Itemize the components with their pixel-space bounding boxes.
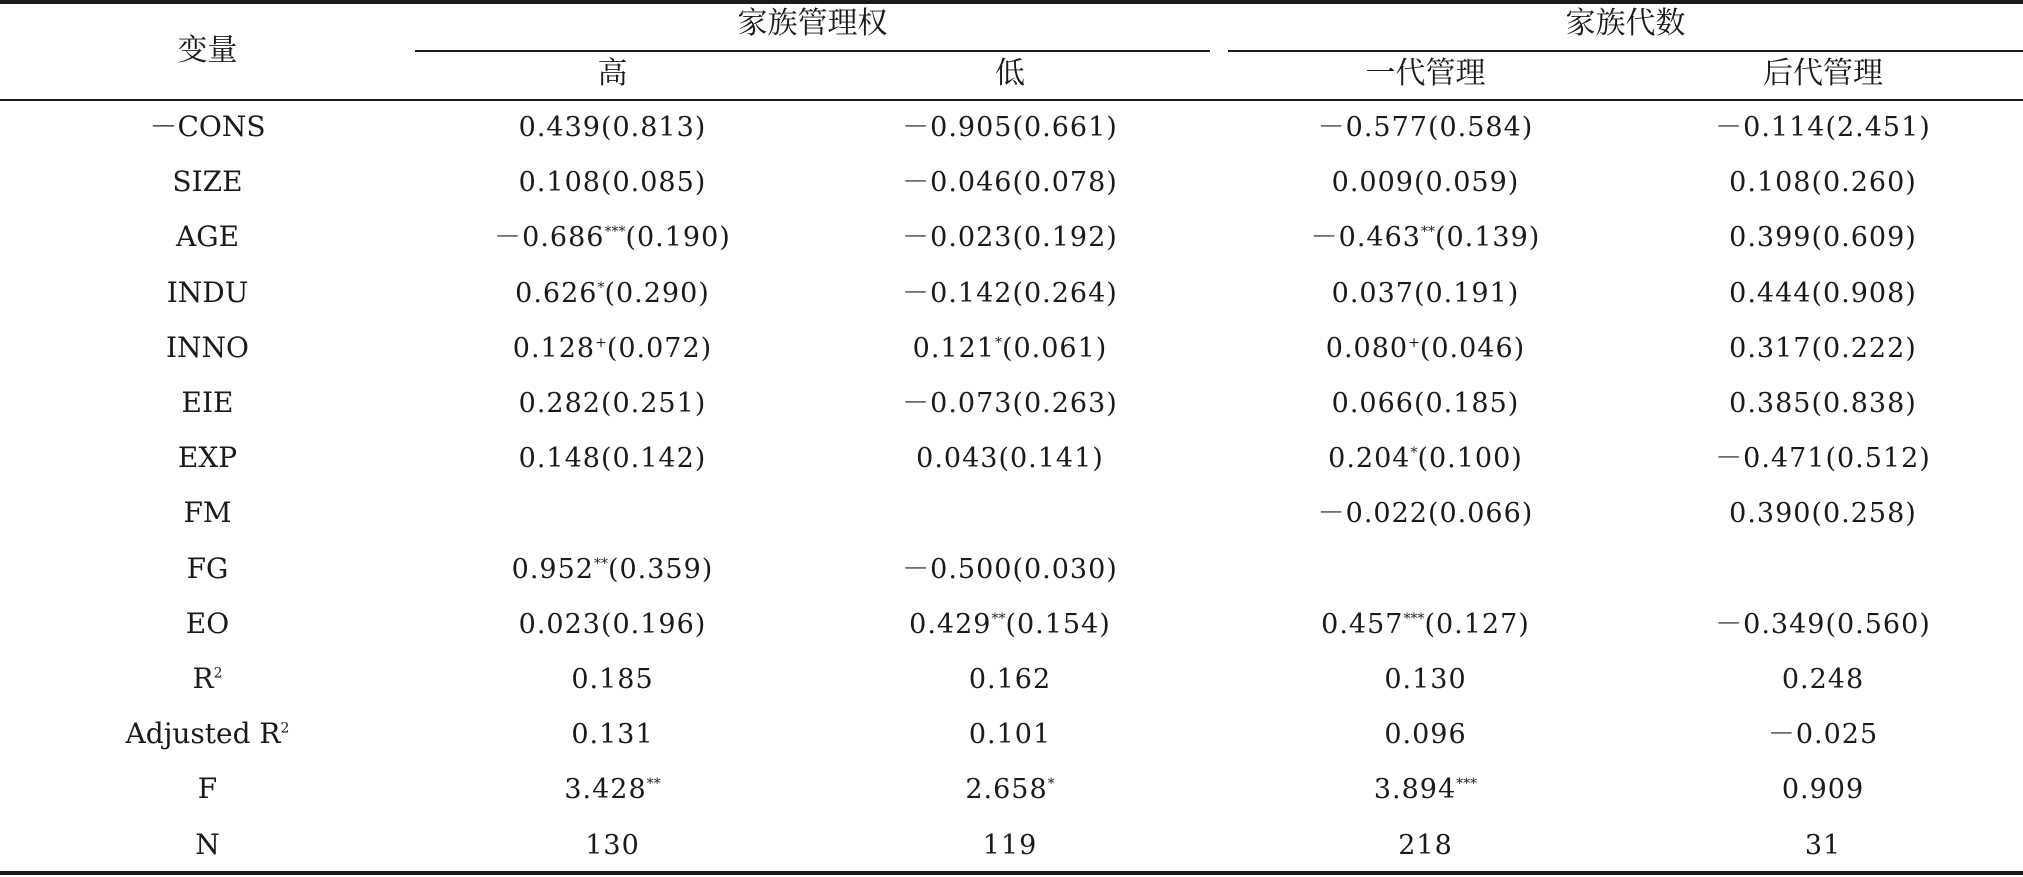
table-cell [415,169,810,196]
standard-error: (0.258) [1811,498,1917,529]
significance-mark: ** [1420,224,1435,240]
standard-error: (0.813) [600,112,707,143]
standard-error: (0.838) [1811,388,1917,419]
table-cell [1228,390,1623,417]
table-cell [415,776,810,803]
coefficient: 3.428 [564,774,647,805]
table-cell [1623,114,2023,141]
table-cell [415,556,810,583]
row-label-superscript: 2 [280,720,290,737]
significance-mark: *** [1403,611,1425,627]
table-cell [810,114,1210,141]
coefficient: 0.444 [1729,278,1812,309]
standard-error: (0.222) [1811,333,1917,364]
coefficient: 0.439 [518,112,601,143]
significance-mark: * [1410,445,1418,461]
coefficient: －0.577 [1317,112,1428,143]
coefficient: 0.162 [968,664,1052,695]
standard-error: (0.078) [1012,167,1118,198]
coefficient: －0.471 [1715,443,1826,474]
standard-error: (0.141) [998,443,1104,474]
standard-error: (0.142) [600,443,707,474]
row-label [0,496,415,529]
table-cell [415,445,810,472]
standard-error: (0.560) [1825,609,1931,640]
row-label-text: R [192,662,214,695]
coefficient: 0.023 [518,609,601,640]
standard-error: (0.359) [607,554,714,585]
table-cell [810,611,1210,638]
coefficient: －0.905 [902,112,1013,143]
table-cell [1623,224,2023,251]
row-label [0,110,415,143]
standard-error: (0.661) [1012,112,1118,143]
coefficient: 0.390 [1729,498,1812,529]
group-header-generation: 家族代数 [1565,6,1686,41]
bottom-rule [0,871,2023,875]
table-cell [1623,666,2023,693]
row-label-superscript: 2 [213,665,223,682]
header-rule [0,99,2023,101]
coefficient: 0.128 [512,333,596,364]
coefficient: 0.429 [909,609,992,640]
coefficient: －0.073 [902,388,1013,419]
significance-mark: *** [1456,776,1478,792]
table-cell [810,280,1210,307]
coefficient: 0.009 [1331,167,1414,198]
table-cell [1228,335,1623,362]
standard-error: (0.139) [1434,222,1541,253]
row-label [0,552,415,585]
standard-error: (0.192) [1012,222,1118,253]
table-cell [415,335,810,362]
significance-mark: * [597,280,605,296]
table-cell [810,224,1210,251]
significance-mark: * [1047,776,1055,792]
row-label [0,441,415,474]
standard-error: (0.251) [600,388,707,419]
row-label [0,717,415,750]
table-cell [1228,776,1623,803]
table-cell [1228,114,1623,141]
table-cell [1228,224,1623,251]
table-cell [810,832,1210,859]
group-rule-management [415,50,1210,52]
standard-error: (0.196) [600,609,707,640]
coefficient: －0.142 [902,278,1013,309]
significance-mark: + [1408,335,1420,351]
row-label-text: AGE [175,220,240,253]
table-cell [810,666,1210,693]
coefficient: 0.248 [1781,664,1865,695]
table-cell [1228,611,1623,638]
table-cell [1623,445,2023,472]
table-cell [1228,445,1623,472]
table-cell [1623,390,2023,417]
row-label [0,607,415,640]
table-cell [415,114,810,141]
table-cell [415,666,810,693]
standard-error: (0.260) [1811,167,1917,198]
row-label-text: EO [185,607,230,640]
row-label-text: F [197,772,218,805]
table-cell [1623,169,2023,196]
coefficient: 0.108 [518,167,601,198]
row-label-text: INNO [165,331,249,364]
coefficient: －0.114 [1715,112,1826,143]
row-label-text: FG [186,552,229,585]
table-cell [415,390,810,417]
variable-header: 变量 [177,33,238,68]
coefficient: 0.385 [1729,388,1812,419]
row-label [0,165,415,198]
standard-error: (0.609) [1811,222,1917,253]
coefficient: 0.185 [571,664,654,695]
table-cell [415,611,810,638]
table-cell [415,721,810,748]
standard-error: (2.451) [1825,112,1931,143]
table-cell [1228,169,1623,196]
coefficient: 0.131 [571,719,654,750]
table-cell [810,445,1210,472]
coefficient: －0.463 [1310,222,1421,253]
standard-error: (0.072) [606,333,713,364]
row-label [0,331,415,364]
coefficient: 0.952 [511,554,594,585]
standard-error: (0.085) [600,167,707,198]
standard-error: (0.290) [604,278,710,309]
coefficient: －0.046 [902,167,1013,198]
standard-error: (0.512) [1825,443,1931,474]
coefficient: 0.043 [916,443,999,474]
table-cell [415,832,810,859]
coefficient: 0.101 [968,719,1052,750]
group-rule-generation [1228,50,2023,52]
row-label [0,386,415,419]
standard-error: (0.061) [1001,333,1108,364]
row-label-text: INDU [166,276,249,309]
significance-mark: ** [593,556,608,572]
significance-mark: * [994,335,1002,351]
standard-error: (0.185) [1413,388,1520,419]
row-label [0,828,415,861]
coefficient: 0.282 [518,388,601,419]
table-cell [1623,611,2023,638]
table-cell [810,169,1210,196]
coefficient: 0.457 [1321,609,1404,640]
table-cell [810,776,1210,803]
coefficient: 0.148 [518,443,601,474]
coefficient: 218 [1398,830,1453,861]
row-label [0,220,415,253]
table-cell [1623,335,2023,362]
coefficient: 0.080 [1325,333,1409,364]
coefficient: 3.894 [1373,774,1457,805]
coefficient: 0.909 [1781,774,1865,805]
standard-error: (0.908) [1811,278,1917,309]
table-cell [415,280,810,307]
coefficient: 0.317 [1729,333,1812,364]
table-cell [415,224,810,251]
standard-error: (0.030) [1012,554,1118,585]
subheader-low: 低 [995,56,1025,91]
coefficient: －0.022 [1317,498,1428,529]
table-cell [810,390,1210,417]
row-label-text: SIZE [172,165,243,198]
coefficient: 0.626 [515,278,598,309]
table-cell [810,335,1210,362]
significance-mark: *** [604,224,626,240]
coefficient: 0.096 [1384,719,1467,750]
standard-error: (0.190) [625,222,731,253]
standard-error: (0.263) [1012,388,1118,419]
table-cell [810,721,1210,748]
coefficient: 0.204 [1328,443,1411,474]
table-cell [1623,832,2023,859]
row-label-text: N [195,828,220,861]
coefficient: 0.121 [912,333,995,364]
coefficient: 0.066 [1331,388,1414,419]
table-cell [1228,832,1623,859]
table-cell [810,556,1210,583]
coefficient: －0.686 [494,222,605,253]
top-rule [0,0,2023,4]
coefficient: 31 [1804,830,1842,861]
standard-error: (0.059) [1413,167,1520,198]
coefficient: －0.500 [902,554,1013,585]
coefficient: 130 [585,830,640,861]
subheader-later-generation: 后代管理 [1763,56,1883,91]
coefficient: 119 [982,830,1038,861]
row-label [0,662,415,695]
coefficient: 2.658 [965,774,1048,805]
standard-error: (0.264) [1012,278,1118,309]
table-cell [1228,280,1623,307]
row-label-text: EXP [177,441,238,474]
group-header-management: 家族管理权 [737,6,888,41]
coefficient: 0.037 [1331,278,1414,309]
row-label [0,276,415,309]
coefficient: 0.108 [1729,167,1812,198]
coefficient: －0.023 [902,222,1013,253]
row-label-text: FM [183,496,232,529]
table-cell [1623,280,2023,307]
standard-error: (0.127) [1424,609,1530,640]
standard-error: (0.191) [1413,278,1520,309]
table-cell [1623,776,2023,803]
significance-mark: + [595,335,607,351]
row-label-text: Adjusted R [125,717,281,750]
coefficient: 0.130 [1384,664,1467,695]
table-cell [1228,721,1623,748]
row-label-text: －CONS [149,110,266,143]
row-label-text: EIE [181,386,234,419]
significance-mark: ** [646,776,661,792]
coefficient: －0.349 [1715,609,1826,640]
standard-error: (0.046) [1419,333,1526,364]
table-cell [1623,721,2023,748]
standard-error: (0.066) [1427,498,1534,529]
significance-mark: ** [991,611,1006,627]
coefficient: 0.399 [1729,222,1812,253]
table-cell [1623,500,2023,527]
table-cell [1228,666,1623,693]
standard-error: (0.154) [1005,609,1111,640]
standard-error: (0.100) [1417,443,1523,474]
subheader-high: 高 [597,56,628,91]
table-cell [1228,500,1623,527]
subheader-first-generation: 一代管理 [1365,56,1486,91]
coefficient: －0.025 [1767,719,1879,750]
row-label [0,772,415,805]
standard-error: (0.584) [1427,112,1534,143]
